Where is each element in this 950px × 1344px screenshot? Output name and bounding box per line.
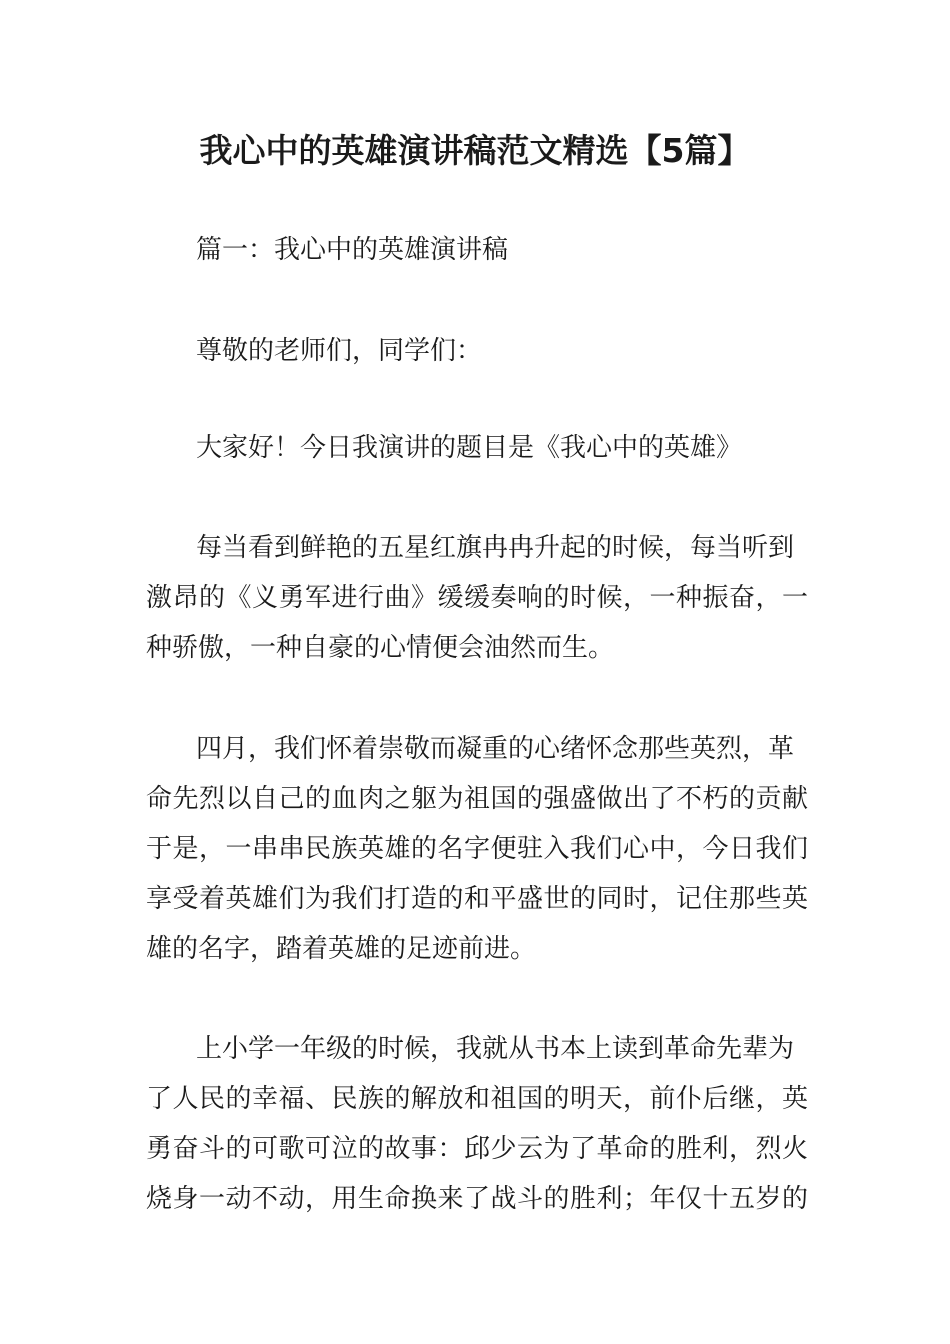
paragraph-3-line-4: 烧身一动不动，用生命换来了战斗的胜利；年仅十五岁的 (146, 1184, 808, 1214)
document-title: 我心中的英雄演讲稿范文精选【5篇】 (199, 131, 751, 170)
salutation-line: 尊敬的老师们，同学们： (196, 336, 483, 366)
paragraph-1-line-2: 激昂的《义勇军进行曲》缓缓奏响的时候，一种振奋，一 (146, 583, 808, 613)
paragraph-3-line-1: 上小学一年级的时候，我就从书本上读到革命先辈为 (196, 1034, 795, 1064)
paragraph-1-line-1: 每当看到鲜艳的五星红旗冉冉升起的时候，每当听到 (196, 533, 795, 563)
section-heading: 篇一：我心中的英雄演讲稿 (196, 235, 509, 265)
paragraph-2-line-1: 四月，我们怀着崇敬而凝重的心绪怀念那些英烈，革 (196, 734, 795, 764)
paragraph-3-line-3: 勇奋斗的可歌可泣的故事：邱少云为了革命的胜利，烈火 (146, 1134, 808, 1164)
paragraph-2-line-2: 命先烈以自己的血肉之躯为祖国的强盛做出了不朽的贡献 (146, 784, 808, 814)
paragraph-3-line-2: 了人民的幸福、民族的解放和祖国的明天，前仆后继，英 (146, 1084, 808, 1114)
greeting-line: 大家好！今日我演讲的题目是《我心中的英雄》 (196, 433, 743, 463)
paragraph-2-line-3: 于是，一串串民族英雄的名字便驻入我们心中，今日我们 (146, 834, 808, 864)
paragraph-2-line-4: 享受着英雄们为我们打造的和平盛世的同时，记住那些英 (146, 884, 808, 914)
paragraph-2-line-5: 雄的名字，踏着英雄的足迹前进。 (146, 934, 537, 964)
paragraph-1-line-3: 种骄傲，一种自豪的心情便会油然而生。 (146, 633, 615, 663)
